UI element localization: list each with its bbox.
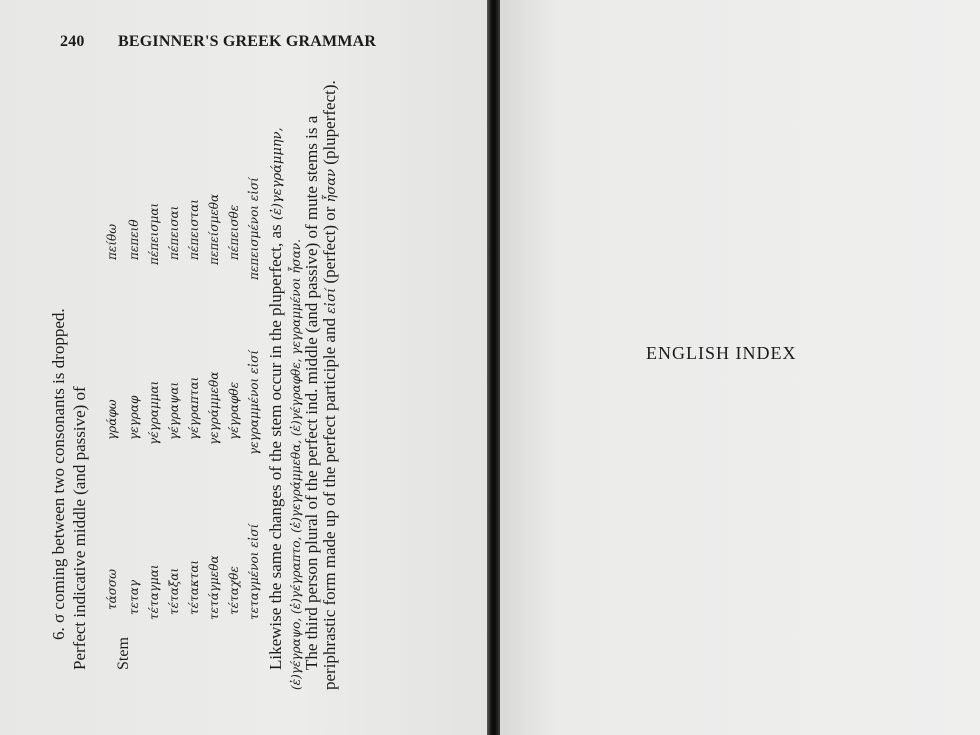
index-title: ENGLISH INDEX <box>646 343 797 363</box>
form-3-1: τέτακται <box>187 559 201 615</box>
left-page <box>0 0 487 735</box>
running-head: BEGINNER'S GREEK GRAMMAR <box>118 33 377 50</box>
stem-label: Stem <box>115 637 132 670</box>
form-2-3: πέπεισαι <box>167 205 181 260</box>
verb-3: πείθω <box>105 223 119 260</box>
page-header <box>60 33 400 59</box>
form-4-1: τετάγμεθα <box>207 555 221 620</box>
stem-1: τεταγ <box>127 580 141 615</box>
greek-pluperfect-line: (ἐ)γέγραψο, (ἐ)γέγραπτο, (ἐ)γεγράμμεθα, (ἐ)γέγραφθε, γεγραμμένοι ἦσαν. <box>289 239 303 690</box>
likewise-line: Likewise the same changes of the stem occur in the pluperfect, as (ἐ)γεγράμμην, <box>266 127 285 670</box>
book-gutter <box>487 0 500 735</box>
form-1-1: τέταγμαι <box>147 564 161 620</box>
form-5-3: πέπεισθε <box>227 204 241 260</box>
form-1-2: γέγραμμαι <box>147 380 161 445</box>
form-4-2: γεγράμμεθα <box>207 371 221 445</box>
form-6-2: γεγραμμένοι εἰσί <box>247 349 261 455</box>
third-person-line: The third person plural of the perfect ind. middle (and passive) of mute stems is a <box>302 115 321 670</box>
stem-3: πεπειθ <box>127 219 141 260</box>
right-page <box>500 0 980 735</box>
intro-line: Perfect indicative middle (and passive) of <box>70 386 89 670</box>
page-number: 240 <box>60 33 85 50</box>
form-2-2: γέγραψαι <box>167 381 181 440</box>
rotated-text-block <box>45 80 345 700</box>
rule-heading: 6. σ coming between two consonants is dropped. <box>49 308 68 640</box>
form-3-2: γέγραπται <box>187 376 201 440</box>
form-5-1: τέταχθε <box>227 566 241 615</box>
verb-1: τάσσω <box>105 569 119 610</box>
form-1-3: πέπεισμαι <box>147 202 161 265</box>
form-2-1: τέταξαι <box>167 567 181 615</box>
stem-2: γεγραφ <box>127 395 141 440</box>
verb-2: γράφω <box>105 399 119 440</box>
form-5-2: γέγραφθε <box>227 381 241 440</box>
periphrastic-line: periphrastic form made up of the perfect participle and εἰσί (perfect) or ἦσαν (pluperfect). <box>320 80 339 690</box>
form-4-3: πεπείσμεθα <box>207 193 221 265</box>
form-6-3: πεπεισμένοι εἰσί <box>247 177 261 280</box>
form-6-1: τεταγμένοι εἰσί <box>247 523 261 620</box>
form-3-3: πέπεισται <box>187 199 201 260</box>
